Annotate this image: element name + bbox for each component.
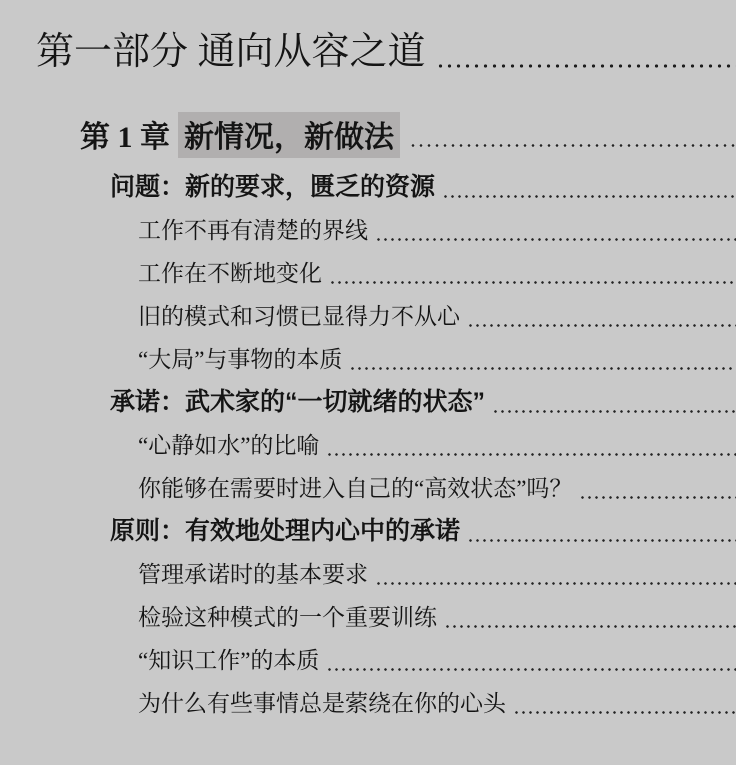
toc-entry-row[interactable] (0, 510, 736, 553)
leader-dots (467, 295, 736, 338)
toc-entry-label: 你能够在需要时进入自己的“高效状态”吗？ (138, 476, 573, 501)
leader-dots (467, 510, 736, 553)
toc-entry-label: 工作在不断地变化 (138, 261, 322, 286)
toc-entry-row[interactable] (0, 209, 736, 252)
toc-part-row[interactable] (0, 26, 736, 78)
toc-chapter-row[interactable] (0, 112, 736, 158)
part-title: 第一部分 通向从容之道 (36, 31, 426, 73)
leader-dots (444, 596, 736, 639)
toc-entry-row[interactable] (0, 553, 736, 596)
toc-entry-label: 检验这种模式的一个重要训练 (138, 605, 437, 630)
leader-dots (442, 166, 736, 209)
leader-dots (326, 639, 736, 682)
chapter-number: 第 1 章 (80, 121, 170, 154)
toc-entry-label: “大局”与事物的本质 (138, 347, 343, 372)
toc-entry-row[interactable] (0, 424, 736, 467)
toc-entry-label: 原则：有效地处理内心中的承诺 (110, 517, 461, 545)
leader-dots (492, 381, 736, 424)
toc-entry-row[interactable] (0, 338, 736, 381)
toc-entry-label: “知识工作”的本质 (138, 648, 320, 673)
leader-dots (436, 26, 736, 78)
toc-page (0, 26, 736, 765)
toc-entry-row[interactable] (0, 467, 736, 510)
leader-dots (349, 338, 736, 381)
toc-entry-label: 管理承诺时的基本要求 (138, 562, 368, 587)
leader-dots (375, 209, 736, 252)
toc-entries (0, 166, 736, 725)
chapter-title-highlight: 新情况，新做法 (178, 112, 400, 158)
toc-entry-label: 为什么有些事情总是萦绕在你的心头 (138, 691, 506, 716)
toc-entry-row[interactable] (0, 252, 736, 295)
toc-entry-label: 旧的模式和习惯已显得力不从心 (138, 304, 460, 329)
leader-dots (579, 467, 736, 510)
leader-dots (326, 424, 736, 467)
leader-dots (409, 112, 736, 158)
leader-dots (513, 682, 736, 725)
leader-dots (329, 252, 736, 295)
leader-dots (375, 553, 736, 596)
toc-entry-row[interactable] (0, 166, 736, 209)
toc-entry-row[interactable] (0, 639, 736, 682)
toc-entry-label: 工作不再有清楚的界线 (138, 218, 368, 243)
toc-entry-row[interactable] (0, 596, 736, 639)
toc-entry-row[interactable] (0, 682, 736, 725)
toc-entry-label: 问题：新的要求，匮乏的资源 (110, 173, 436, 201)
toc-entry-row[interactable] (0, 295, 736, 338)
toc-entry-label: 承诺：武术家的“一切就绪的状态” (110, 388, 486, 416)
toc-entry-label: “心静如水”的比喻 (138, 433, 320, 458)
toc-entry-row[interactable] (0, 381, 736, 424)
